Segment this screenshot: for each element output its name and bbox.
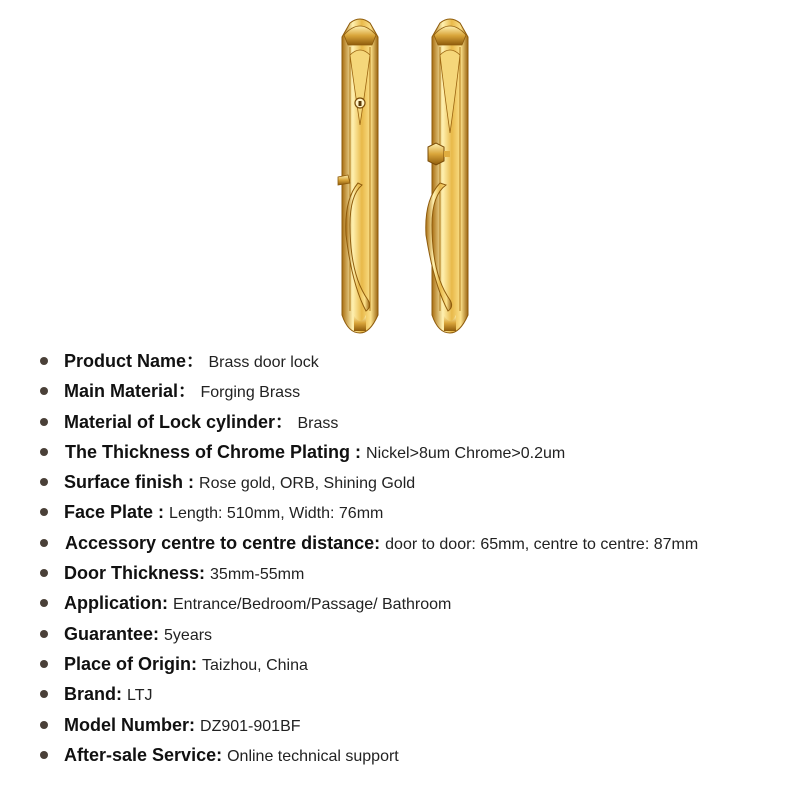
spec-value: Rose gold, ORB, Shining Gold [199,475,416,493]
spec-row-product-name [40,346,780,376]
bullet-icon [40,599,48,607]
spec-label: Brand: [64,684,127,705]
right-lock-plate [426,19,468,333]
spec-label: Product Name： [64,351,205,371]
spec-value: DZ901-901BF [200,717,301,735]
spec-value: Entrance/Bedroom/Passage/ Bathroom [173,596,452,614]
bullet-icon [40,751,48,759]
bullet-icon [40,539,48,547]
spec-value: Nickel>8um Chrome>0.2um [366,444,566,462]
spec-label: Face Plate : [64,502,170,523]
spec-label: Guarantee: [64,623,165,644]
spec-row-main-material [40,376,780,406]
spec-label: Place of Origin: [64,653,203,674]
spec-row-application [40,588,780,618]
spec-value: Online technical support [227,747,399,765]
spec-row-after-sale [40,740,780,770]
spec-value: 35mm-55mm [210,566,305,584]
spec-value: door to door: 65mm, centre to centre: 87mm [385,535,699,553]
bullet-icon [40,508,48,516]
spec-label: Surface finish : [64,472,200,493]
bullet-icon [40,721,48,729]
spec-row-centre-distance [40,528,780,558]
bullet-icon [40,387,48,395]
spec-row-door-thickness [40,558,780,588]
spec-value: Forging Brass [196,384,301,402]
spec-label: After-sale Service: [64,744,228,765]
spec-row-lock-cylinder [40,407,780,437]
spec-row-brand [40,679,780,709]
door-lock-image [320,15,490,340]
spec-label: Application: [64,593,173,614]
bullet-icon [40,448,48,456]
spec-row-face-plate [40,497,780,527]
spec-label: Material of Lock cylinder： [64,411,294,432]
left-lock-plate [338,19,378,333]
bullet-icon [40,569,48,577]
spec-label: The Thickness of Chrome Plating : [65,441,367,462]
spec-label: Model Number: [64,714,201,735]
spec-label: Accessory centre to centre distance: [65,532,386,553]
spec-list [40,346,780,770]
bullet-icon [40,418,48,426]
bullet-icon [40,630,48,638]
spec-value: Brass door lock [204,354,319,371]
bullet-icon [40,478,48,486]
bullet-icon [40,660,48,668]
bullet-icon [40,357,48,365]
spec-value: Brass [293,414,339,432]
spec-row-surface-finish [40,467,780,497]
spec-row-model-number [40,710,780,740]
spec-value: Length: 510mm, Width: 76mm [169,505,384,523]
spec-label: Main Material： [64,381,197,402]
spec-row-place-of-origin [40,649,780,679]
spec-label: Door Thickness: [64,563,211,584]
spec-row-chrome-plating [40,437,780,467]
spec-value: Taizhou, China [202,656,308,674]
spec-row-guarantee [40,619,780,649]
spec-value: 5years [164,626,213,644]
bullet-icon [40,690,48,698]
spec-value: LTJ [127,687,153,705]
